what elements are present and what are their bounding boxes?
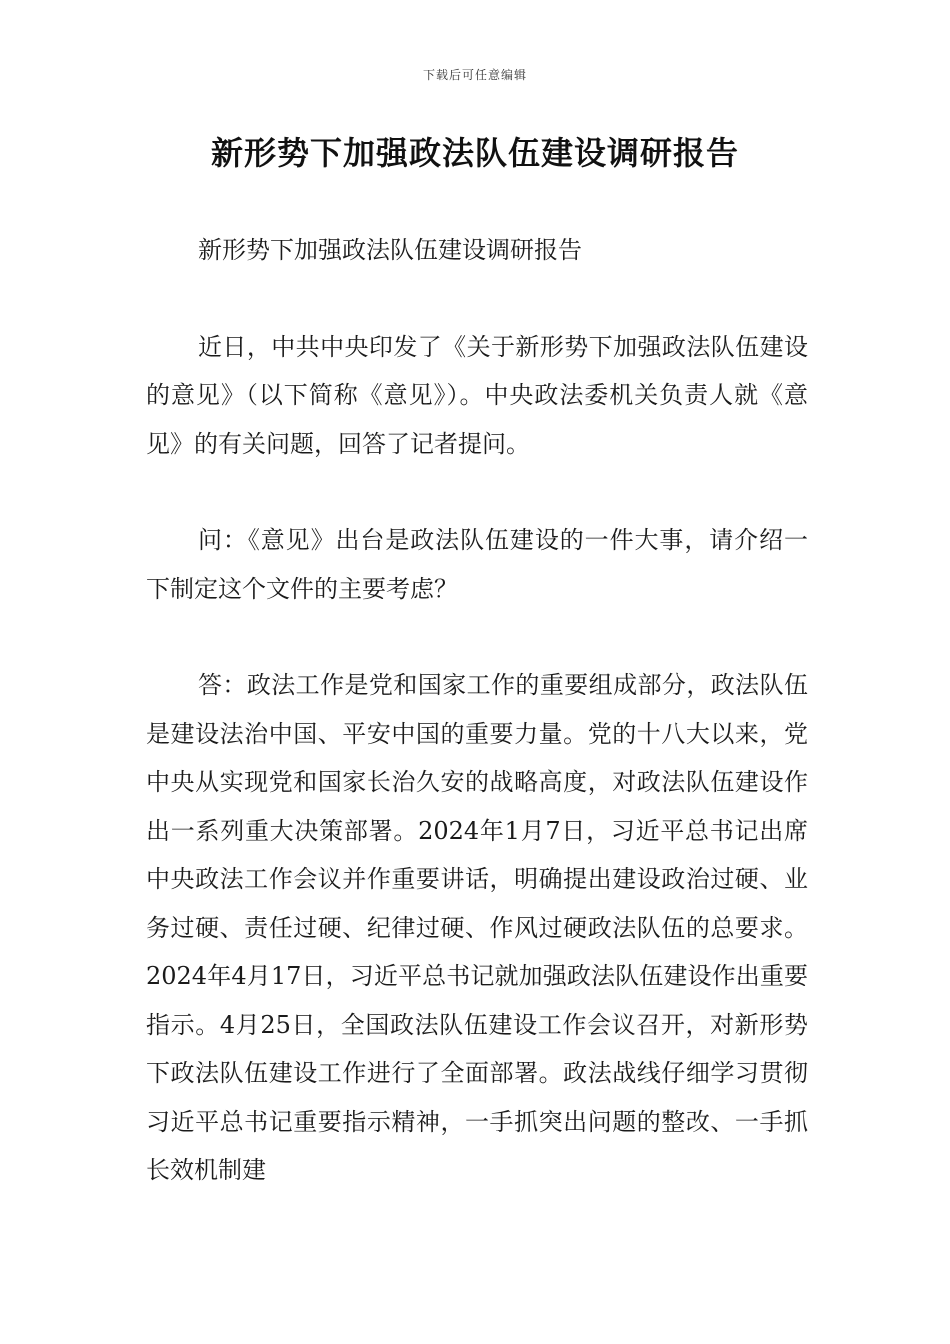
intro-paragraph: 近日，中共中央印发了《关于新形势下加强政法队伍建设的意见》（以下简称《意见》）。中央政法委机关负责人就《意见》的有关问题，回答了记者提问。 [146, 332, 808, 458]
header-note: 下载后可任意编辑 [422, 68, 527, 82]
document-body [146, 226, 808, 1195]
document-title: 新形势下加强政法队伍建设调研报告 [210, 134, 739, 172]
subtitle-paragraph: 新形势下加强政法队伍建设调研报告 [198, 236, 582, 264]
question-paragraph: 问：《意见》出台是政法队伍建设的一件大事，请介绍一下制定这个文件的主要考虑？ [146, 526, 808, 603]
answer-paragraph: 答：政法工作是党和国家工作的重要组成部分，政法队伍是建设法治中国、平安中国的重要力量。党的十八大以来，党中央从实现党和国家长治久安的战略高度，对政法队伍建设作出一系列重大决策部署。2024年1月7日，习近平总书记出席中央政法工作会议并作重要讲话，明确提出建设政治过硬、业务过硬、责任过硬、纪律过硬、作风过硬政法队伍的总要求。2024年4月17日，习近平总书记就加强政法队伍建设作出重要指示。4月25日，全国政法队伍建设工作会议召开，对新形势下政法队伍建设工作进行了全面部署。政法战线仔细学习贯彻习近平总书记重要指示精神，一手抓突出问题的整改、一手抓长效机制建 [146, 671, 808, 1184]
